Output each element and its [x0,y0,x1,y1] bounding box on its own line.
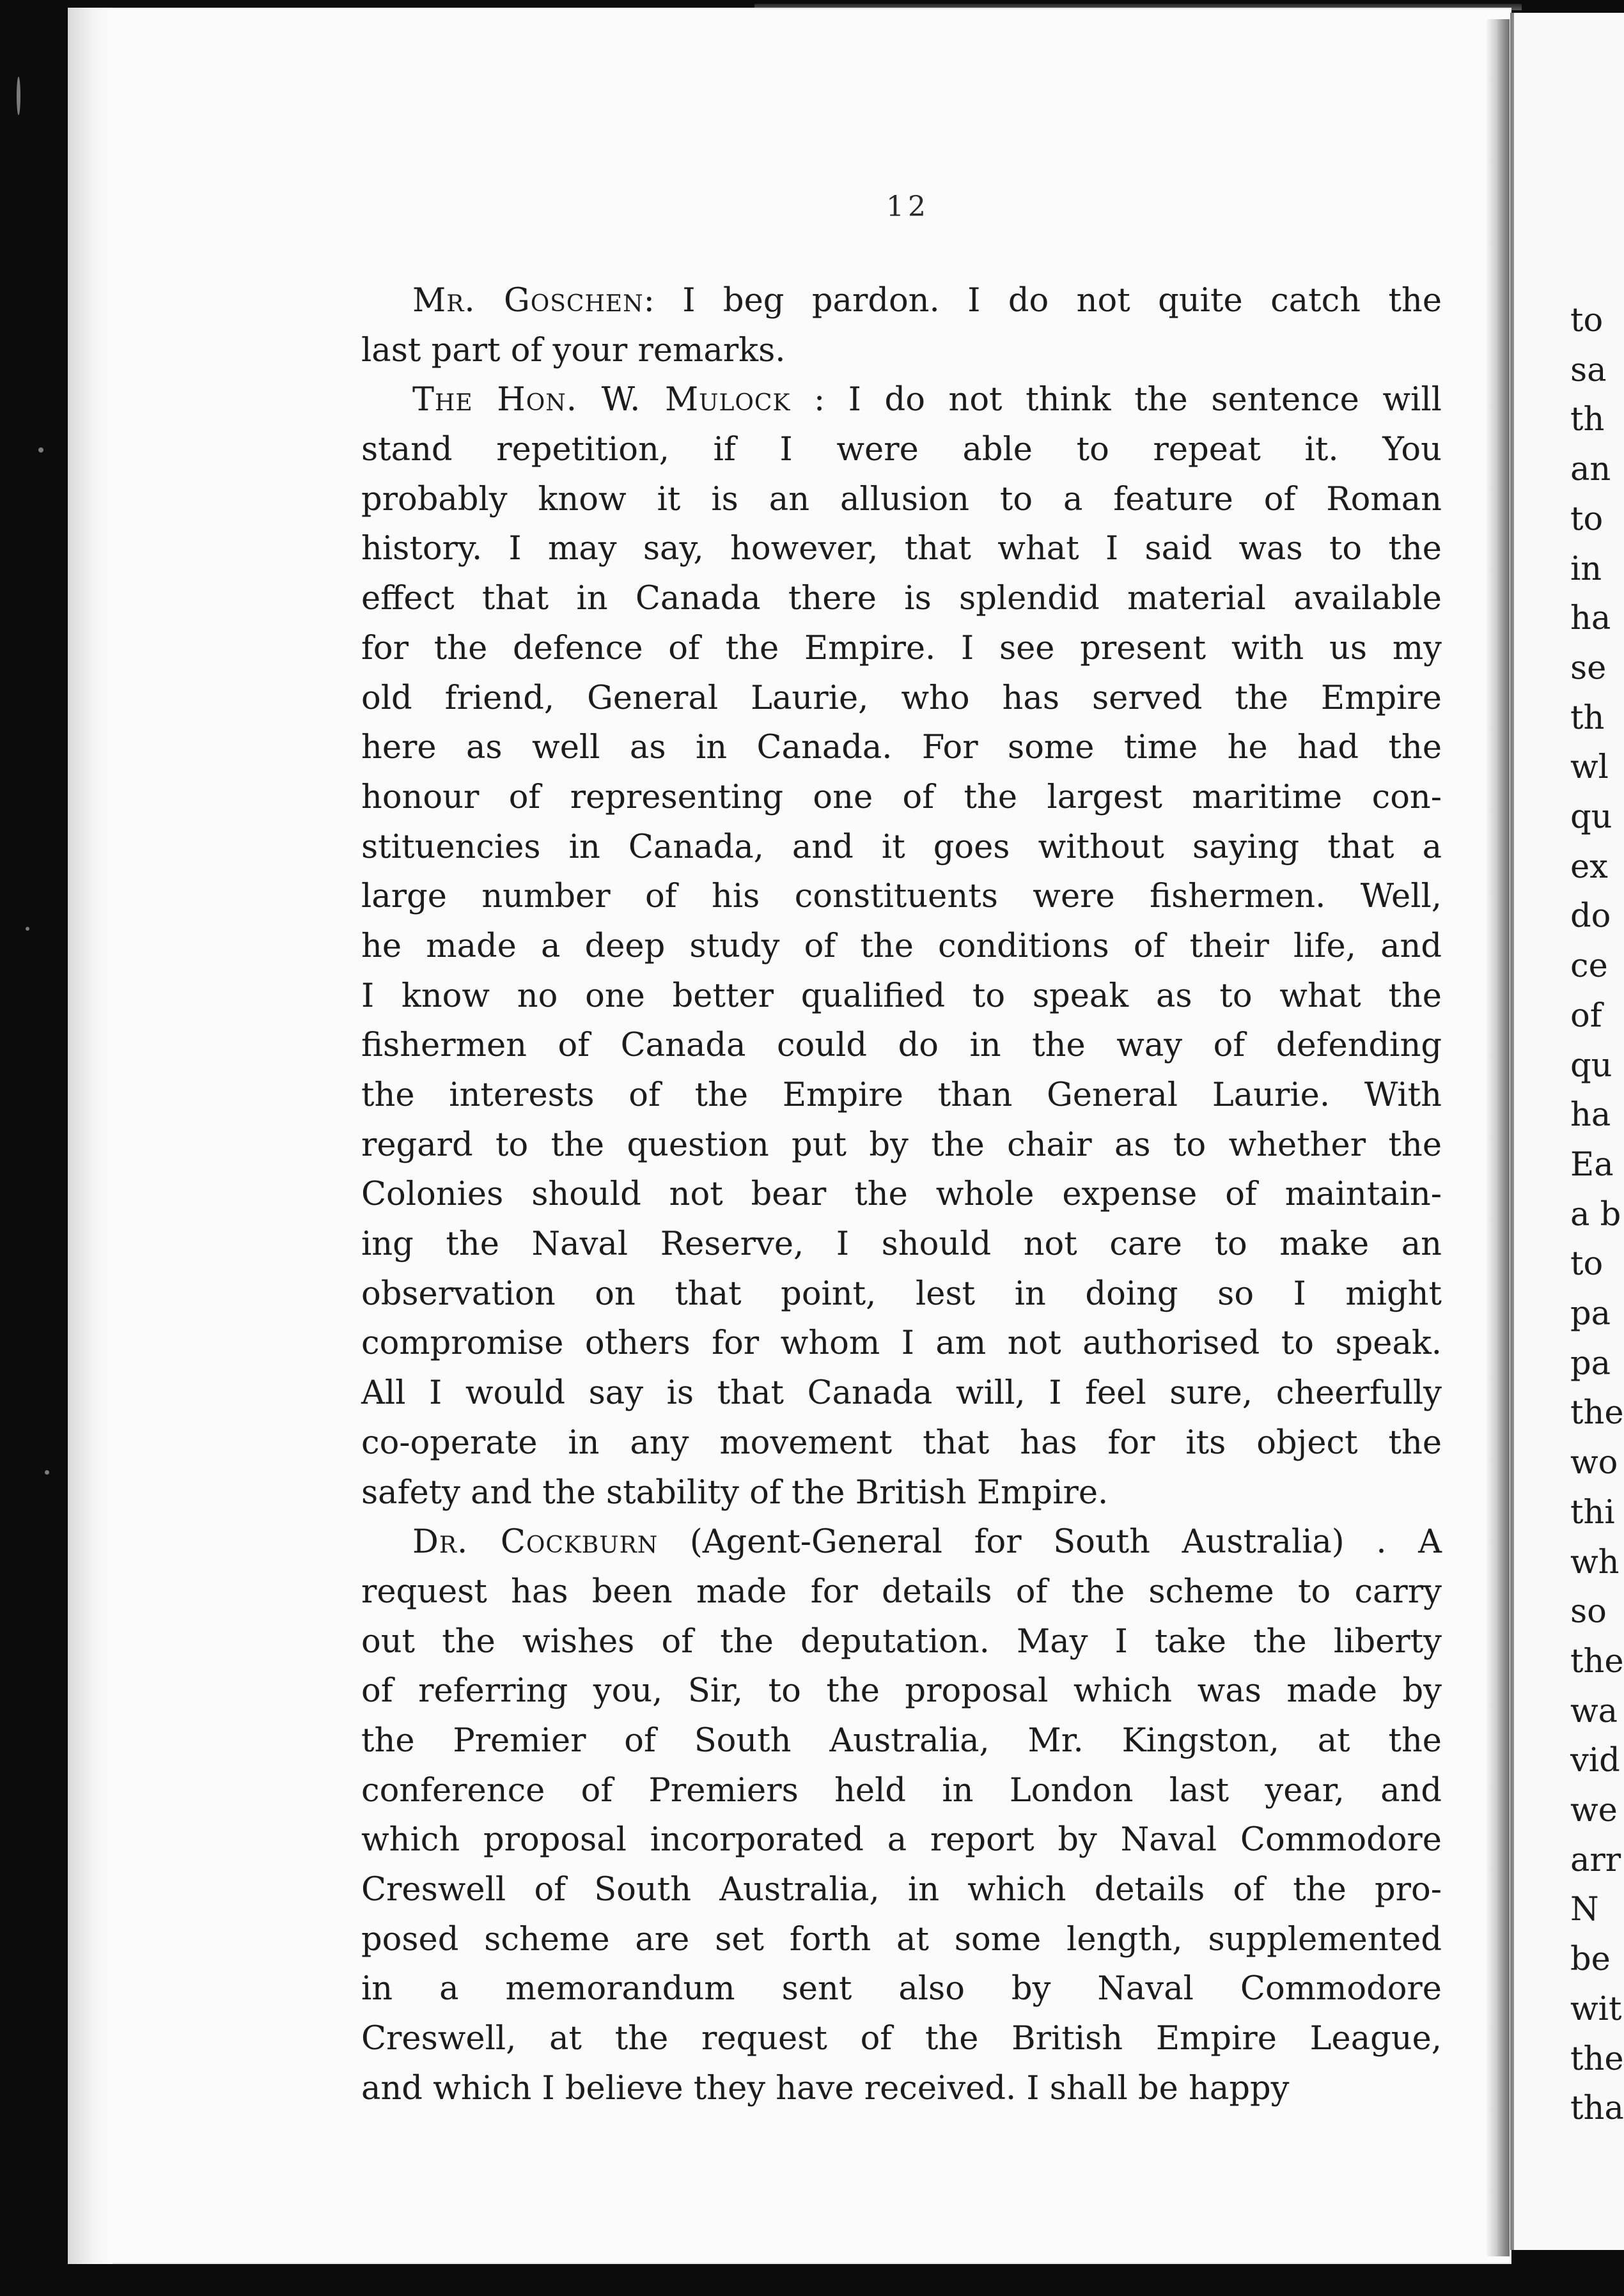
text-line: history. I may say, however, that what I said was to the [361,530,1442,568]
text-line: observation on that point, lest in doing so I might [361,1275,1442,1313]
text-line: fishermen of Canada could do in the way of defending [361,1027,1442,1065]
text-line: out the wishes of the deputation. May I take the liberty [361,1622,1442,1661]
text-line: for the defence of the Empire. I see present with us my [361,629,1442,667]
right-page-fragment: do [1570,897,1611,936]
text-line: regard to the question put by the chair as to whether the [361,1126,1442,1164]
speaker-remark: (Agent-General for South Australia) . A [658,1523,1442,1562]
right-page-fragment: an [1570,451,1611,489]
page-gutter-shadow [1487,19,1510,2256]
right-page-fragment: th [1570,699,1605,737]
right-page-fragment: tha [1570,2090,1624,2128]
right-page-fragment: a b [1570,1195,1621,1234]
text-line: old friend, General Laurie, who has served the Empire [361,679,1442,717]
text-line: stituencies in Canada, and it goes without saying that a [361,828,1442,866]
right-page-fragment: ha [1570,1096,1611,1135]
text-line: the interests of the Empire than General Laurie. With [361,1076,1442,1114]
right-page-fragment: of [1570,997,1602,1035]
right-page-fragment: qu [1570,798,1612,836]
right-page-fragment: to [1570,1245,1604,1284]
scan-speck [45,1470,49,1475]
right-page-fragment: se [1570,649,1607,687]
scan-speck [26,927,29,931]
right-page-fragment: wa [1570,1692,1618,1730]
speaker-remark: : I beg pardon. I do not quite catch the [643,282,1442,320]
page-number: 12 [886,190,930,223]
text-line: large number of his constituents were fishermen. Well, [361,878,1442,916]
text-line: ing the Naval Reserve, I should not care to make an [361,1225,1442,1264]
speaker-name: Dr. Cockburn [412,1523,659,1562]
paragraph-p3 [361,1517,1442,2113]
text-line: and which I believe they have received. I shall be happy [361,2069,1290,2107]
paragraph-p1 [361,276,1442,375]
right-page-fragment: ce [1570,947,1608,986]
text-line: he made a deep study of the conditions of their life, and [361,927,1442,965]
text-line: here as well as in Canada. For some time he had the [361,729,1442,767]
paragraph-p2 [361,375,1442,1517]
book-page-right [1514,13,1624,2250]
text-line [361,1517,1442,1567]
right-page-fragment: pa [1570,1295,1611,1333]
text-line: the Premier of South Australia, Mr. Kingston, at the [361,1721,1442,1760]
text-line: of referring you, Sir, to the proposal which was made by [361,1672,1442,1710]
right-page-fragment: ha [1570,600,1611,638]
right-page-fragment: be [1570,1941,1611,1979]
text-line: safety and the stability of the British Empire. [361,1473,1109,1512]
text-line: which proposal incorporated a report by Naval Commodore [361,1821,1442,1859]
right-page-fragment: ex [1570,848,1608,886]
text-line: Creswell of South Australia, in which details of the pro- [361,1871,1442,1909]
scan-speck [17,77,20,115]
right-page-fragment: wh [1570,1543,1620,1581]
right-page-fragment: sa [1570,351,1607,389]
text-line: request has been made for details of the scheme to carry [361,1572,1442,1611]
right-page-fragment: the [1570,1394,1624,1432]
text-line: effect that in Canada there is splendid material available [361,580,1442,618]
text-line: honour of representing one of the largest maritime con- [361,778,1442,816]
right-page-fragment: N [1570,1891,1599,1929]
text-line: compromise others for whom I am not authorised to speak. [361,1324,1442,1363]
text-line: Colonies should not bear the whole expense of maintain- [361,1175,1442,1214]
speaker-name: The Hon. W. Mulock [412,381,791,419]
right-page-fragment: in [1570,550,1602,588]
text-line: last part of your remarks. [361,331,786,369]
text-line: I know no one better qualified to speak as to what the [361,977,1442,1015]
text-line: Creswell, at the request of the British Empire League, [361,2020,1442,2058]
right-page-fragment: arr [1570,1841,1621,1879]
text-line: All I would say is that Canada will, I feel sure, cheerfully [361,1374,1442,1413]
right-page-fragment: the [1570,2040,1624,2078]
text-line [361,276,1442,326]
speaker-remark: : I do not think the sentence will [790,381,1442,419]
right-page-fragment: vid [1570,1742,1620,1780]
page-binding-edge [68,8,113,2264]
text-line: stand repetition, if I were able to repeat it. You [361,431,1442,469]
right-page-fragment: to [1570,302,1604,339]
right-page-fragment: so [1570,1593,1607,1631]
text-line: probably know it is an allusion to a feature of Roman [361,480,1442,518]
right-page-fragment: Ea [1570,1145,1614,1184]
bottom-scan-edge [0,2266,1624,2296]
scan-speck [38,447,43,453]
right-page-fragment: th [1570,401,1605,439]
right-page-fragment: qu [1570,1046,1612,1085]
right-page-fragment: wl [1570,749,1609,787]
right-page-fragment: the [1570,1642,1624,1680]
right-page-fragment: wo [1570,1444,1618,1482]
speaker-name: Mr. Goschen [412,282,644,320]
right-page-fragment: wit [1570,1990,1622,2028]
right-page-fragment: pa [1570,1344,1611,1383]
right-page-fragment: to [1570,500,1604,538]
right-page-fragment: we [1570,1792,1618,1829]
right-page-fragment: thi [1570,1493,1615,1532]
body-text [361,276,1442,2113]
text-line [361,375,1442,425]
text-line: in a memorandum sent also by Naval Commodore [361,1970,1442,2008]
text-line: co-operate in any movement that has for its object the [361,1423,1442,1462]
text-line: conference of Premiers held in London last year, and [361,1771,1442,1810]
text-line: posed scheme are set forth at some length, supplemented [361,1920,1442,1959]
